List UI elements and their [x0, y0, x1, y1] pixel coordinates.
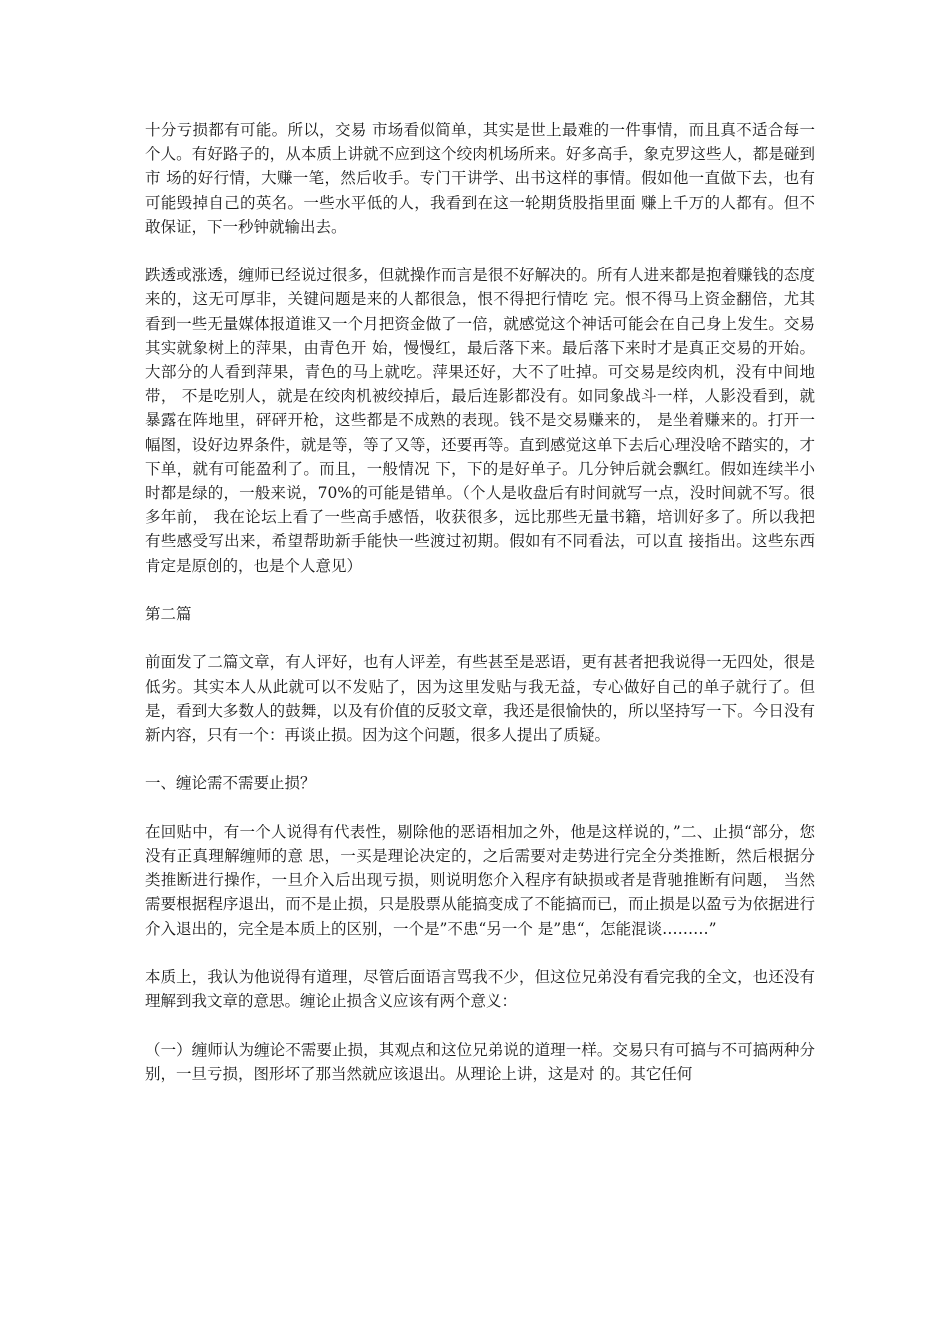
subsection-heading: 一、缠论需不需要止损？	[145, 774, 316, 793]
body-paragraph: 十分亏损都有可能。所以，交易 市场看似简单，其实是世上最难的一件事情，而且真不适合每一个人。有好路子的，从本质上讲就不应到这个绞肉机场所来。好多高手，象克罗这些人，都是碰到市 场的好行情，大赚一笔，然后收手。专门干讲学、出书这样的事情。假如他一直做下去，也有可能毁掉自己的英名。一些水平低的人，我看到在这一轮期货股指里面 赚上千万的人都有。但不敢保证，下一秒钟就输出去。	[145, 121, 815, 236]
body-paragraph: （一）缠师认为缠论不需要止损，其观点和这位兄弟说的道理一样。交易只有可搞与不可搞两种分别，一旦亏损，图形坏了那当然就应该退出。从理论上讲，这是对 的。其它任何	[145, 1040, 815, 1083]
document-page	[145, 118, 815, 1110]
section-title: 第二篇	[145, 605, 192, 624]
body-paragraph: 在回贴中，有一个人说得有代表性，剔除他的恶语相加之外，他是这样说的，”二、止损“部分，您没有正真理解缠师的意 思，一买是理论决定的，之后需要对走势进行完全分类推断，然后根据分类推断进行操作，一旦介入后出现亏损，则说明您介入程序有缺损或者是背驰推断有问题， 当然需要根据程序退出，而不是止损，只是股票从能搞变成了不能搞而已，而止损是以盈亏为依据进行介入退出的，完全是本质上的区别，一个是”不患“另一个 是”患“，怎能混谈………”	[145, 822, 815, 938]
body-paragraph: 本质上，我认为他说得有道理，尽管后面语言骂我不少，但这位兄弟没有看完我的全文，也还没有理解到我文章的意思。缠论止损含义应该有两个意义：	[145, 968, 815, 1011]
body-paragraph: 跌透或涨透，缠师已经说过很多，但就操作而言是很不好解决的。所有人进来都是抱着赚钱的态度来的，这无可厚非，关键问题是来的人都很急，恨不得把行情吃 完。恨不得马上资金翻倍，尤其看到一些无量媒体报道谁又一个月把资金做了一倍，就感觉这个神话可能会在自己身上发生。交易其实就象树上的萍果，由青色开 始，慢慢红，最后落下来。最后落下来时才是真正交易的开始。大部分的人看到萍果，青色的马上就吃。萍果还好，大不了吐掉。可交易是绞肉机，没有中间地带， 不是吃别人，就是在绞肉机被绞掉后，最后连影都没有。如同象战斗一样，人影没看到，就暴露在阵地里，砰砰开枪，这些都是不成熟的表现。钱不是交易赚来的， 是坐着赚来的。打开一幅图，设好边界条件，就是等，等了又等，还要再等。直到感觉这单下去后心理没啥不踏实的，才下单，就有可能盈利了。而且，一般情况 下，下的是好单子。几分钟后就会飘红。假如连续半小时都是绿的，一般来说，70%的可能是错单。（个人是收盘后有时间就写一点，没时间就不写。很多年前， 我在论坛上看了一些高手感悟，收获很多，远比那些无量书籍，培训好多了。所以我把有些感受写出来，希望帮助新手能快一些渡过初期。假如有不同看法，可以直 接指出。这些东西肯定是原创的，也是个人意见）	[145, 266, 815, 575]
body-paragraph: 前面发了二篇文章，有人评好，也有人评差，有些甚至是恶语，更有甚者把我说得一无四处，很是低劣。其实本人从此就可以不发贴了，因为这里发贴与我无益，专心做好自己的单子就行了。但是，看到大多数人的鼓舞，以及有价值的反驳文章，我还是很愉快的，所以坚持写一下。今日没有新内容，只有一个：再谈止损。因为这个问题，很多人提出了质疑。	[145, 653, 815, 745]
